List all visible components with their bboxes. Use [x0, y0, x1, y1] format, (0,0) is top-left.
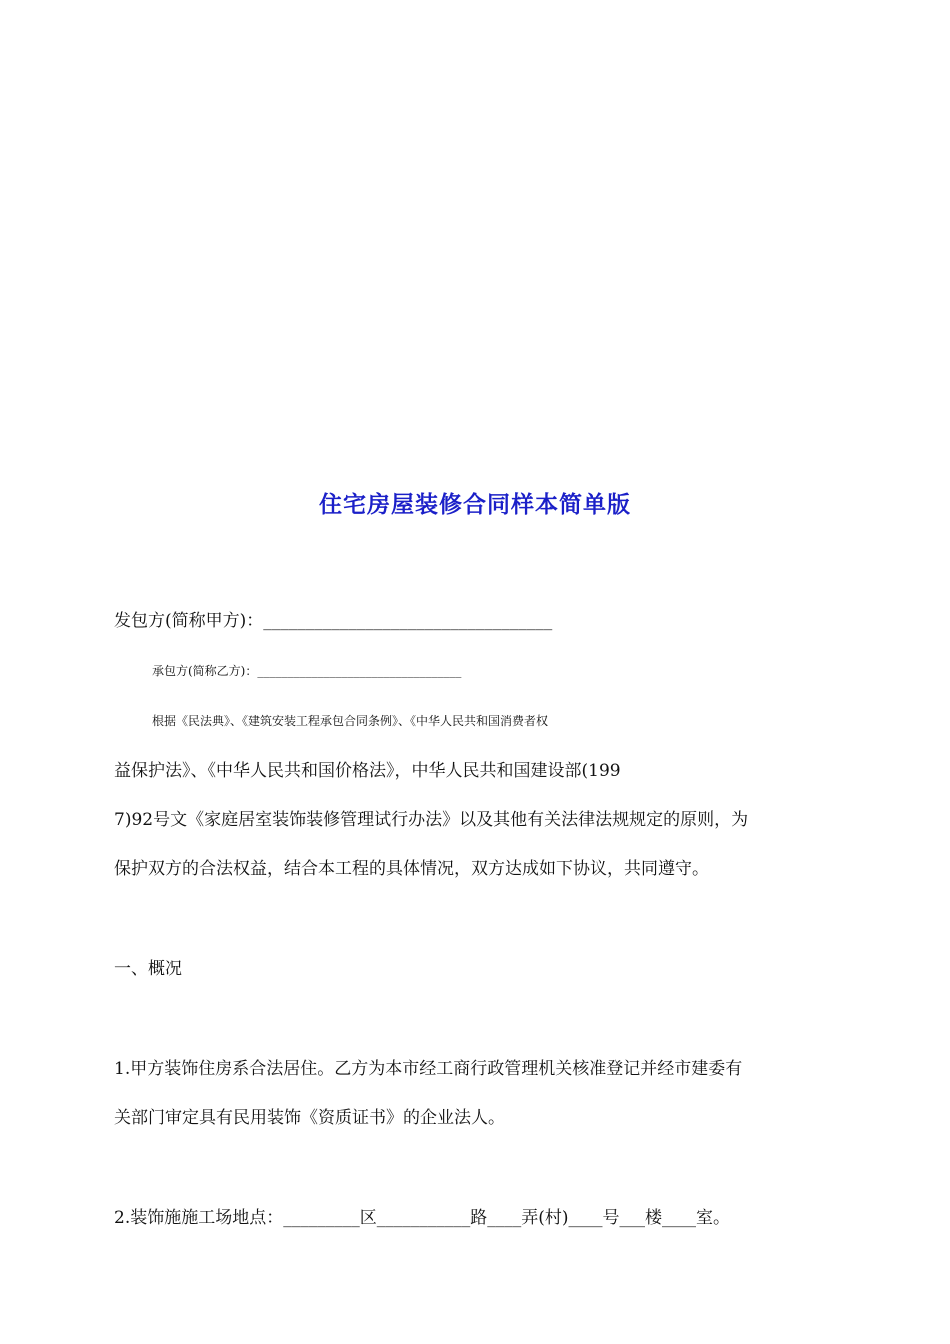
party-b-line: 承包方(简称乙方)：__________________________________ — [152, 664, 462, 678]
clause-1-line-2: 关部门审定具有民用装饰《资质证书》的企业法人。 — [114, 1108, 505, 1128]
document-title: 住宅房屋装修合同样本简单版 — [319, 492, 631, 518]
party-a-line: 发包方(简称甲方)：__________________________________ — [114, 611, 553, 631]
clause-1-line-1: 1.甲方装饰住房系合法居住。乙方为本市经工商行政管理机关核准登记并经市建委有 — [114, 1059, 743, 1079]
basis-paragraph-line-2: 益保护法》、《中华人民共和国价格法》，中华人民共和国建设部(199 — [114, 761, 621, 781]
clause-2-line: 2.装饰施施工场地点：_________区___________路____弄(村)____号___楼____室。 — [114, 1208, 730, 1228]
basis-paragraph-line-3: 7)92号文《家庭居室装饰装修管理试行办法》以及其他有关法律法规规定的原则，为 — [114, 810, 749, 830]
section-heading-overview: 一、概况 — [114, 959, 182, 979]
basis-paragraph-line-4: 保护双方的合法权益，结合本工程的具体情况，双方达成如下协议，共同遵守。 — [114, 859, 709, 879]
basis-paragraph-line-1: 根据《民法典》、《建筑安装工程承包合同条例》、《中华人民共和国消费者权 — [152, 714, 549, 728]
